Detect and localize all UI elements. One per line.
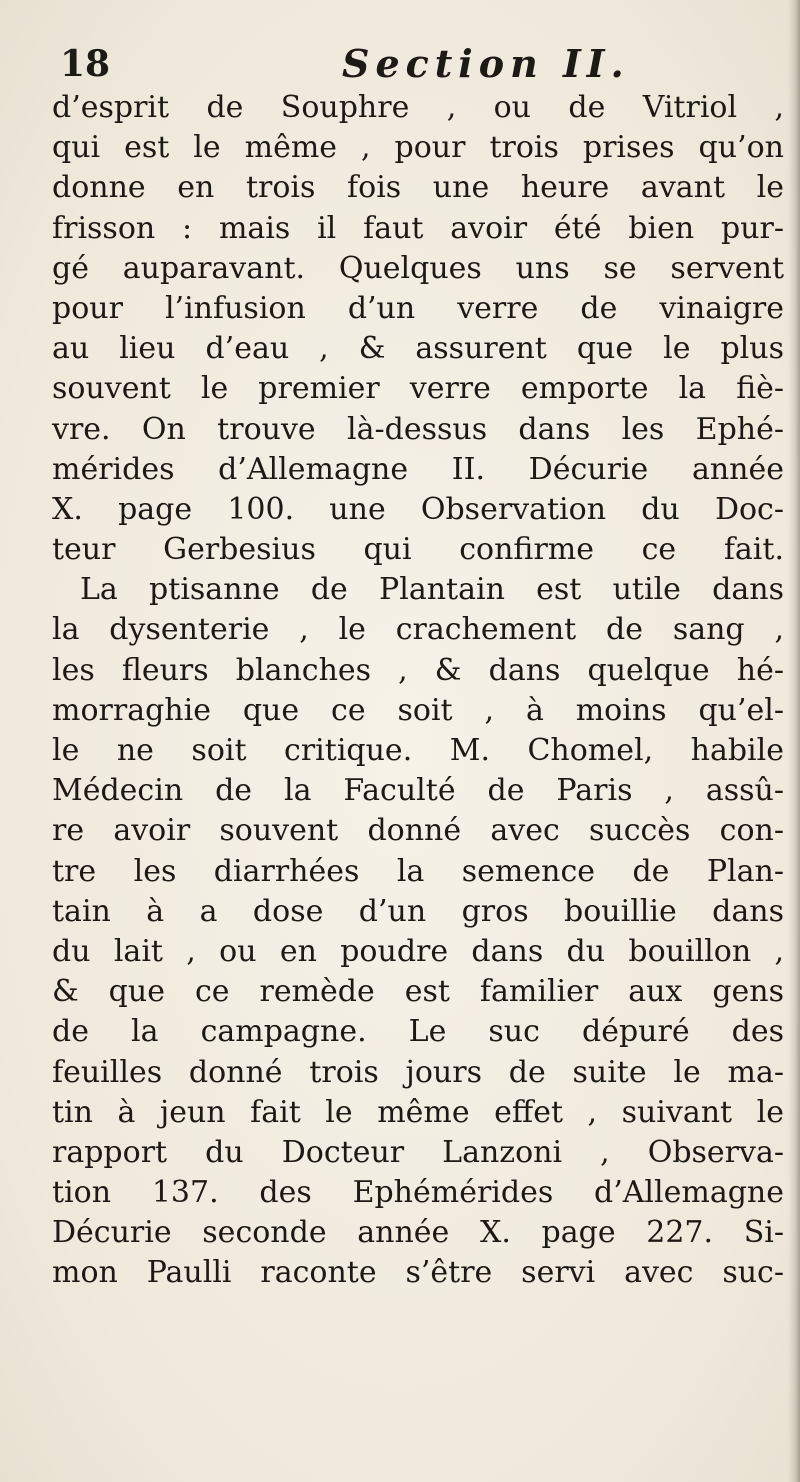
text-line: du lait , ou en poudre dans du bouillon , xyxy=(52,933,784,969)
page-number: 18 xyxy=(60,43,111,85)
text-line: pour l’infusion d’un verre de vinaigre xyxy=(52,290,784,326)
text-line: re avoir souvent donné avec succès con- xyxy=(52,813,784,849)
text-line: la dysenterie , le crachement de sang , xyxy=(52,612,784,648)
page-edge-shadow xyxy=(788,0,800,1482)
text-line: Décurie seconde année X. page 227. Si- xyxy=(52,1215,784,1251)
text-line: vre. On trouve là-dessus dans les Ephé- xyxy=(52,411,784,447)
text-line: mon Paulli raconte s’être servi avec suc- xyxy=(52,1255,784,1291)
text-line: tre les diarrhées la semence de Plan- xyxy=(52,853,784,889)
body-text xyxy=(52,88,784,1294)
text-line: d’esprit de Souphre , ou de Vitriol , xyxy=(52,90,784,125)
text-line: souvent le premier verre emporte la fiè- xyxy=(52,371,784,407)
text-line: & que ce remède est familier aux gens xyxy=(52,974,784,1010)
text-line: Médecin de la Faculté de Paris , assû- xyxy=(52,773,784,809)
text-line: le ne soit critique. M. Chomel, habile xyxy=(52,733,784,768)
text-line: rapport du Docteur Lanzoni , Observa- xyxy=(52,1134,784,1170)
text-line: au lieu d’eau , & assurent que le plus xyxy=(52,331,784,367)
running-head: Section II. xyxy=(342,41,630,86)
text-line: mérides d’Allemagne II. Décurie année xyxy=(52,451,784,487)
text-line: La ptisanne de Plantain est utile dans xyxy=(80,572,784,608)
text-line: qui est le même , pour trois prises qu’on xyxy=(52,130,784,166)
text-line: tin à jeun fait le même effet , suivant le xyxy=(52,1094,784,1130)
text-line: les fleurs blanches , & dans quelque hé- xyxy=(52,652,784,688)
text-line: donne en trois fois une heure avant le xyxy=(52,170,784,206)
text-line: tion 137. des Ephémérides d’Allemagne xyxy=(52,1175,784,1211)
page-header xyxy=(52,38,772,90)
text-line: tain à a dose d’un gros bouillie dans xyxy=(52,893,784,929)
text-line: frisson : mais il faut avoir été bien pur- xyxy=(52,210,784,246)
text-line: morraghie que ce soit , à moins qu’el- xyxy=(52,692,784,728)
text-line: X. page 100. une Observation du Doc- xyxy=(52,491,784,527)
text-line: de la campagne. Le suc dépuré des xyxy=(52,1014,784,1050)
text-line: teur Gerbesius qui confirme ce fait. xyxy=(52,532,784,568)
text-line: gé auparavant. Quelques uns se servent xyxy=(52,250,784,286)
text-line: feuilles donné trois jours de suite le ma- xyxy=(52,1054,784,1090)
